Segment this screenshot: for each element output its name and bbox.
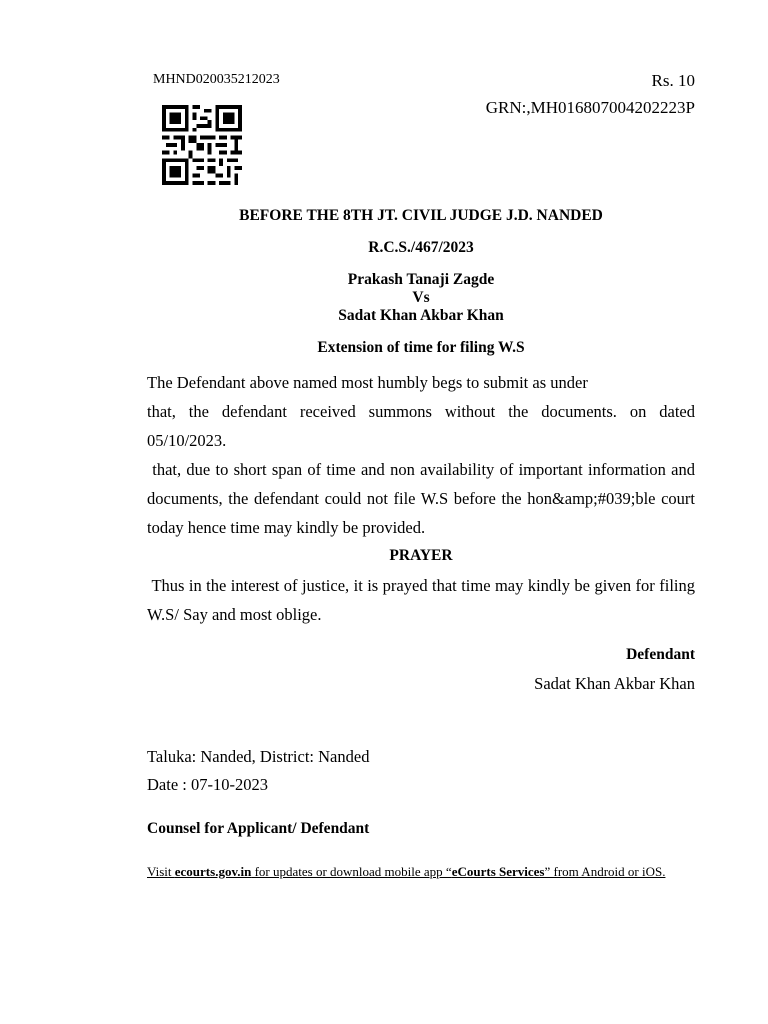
counsel-line: Counsel for Applicant/ Defendant <box>147 820 370 837</box>
body-paragraph: The Defendant above named most humbly begs to submit as under <box>147 373 588 392</box>
qr-code-icon <box>160 105 244 185</box>
footer-text-pre: Visit <box>147 864 175 879</box>
app-name: eCourts Services <box>451 864 545 879</box>
prayer-heading: PRAYER <box>389 547 453 564</box>
signatory-name: Sadat Khan Akbar Khan <box>534 674 695 693</box>
ecourts-link[interactable]: ecourts.gov.in <box>174 864 252 879</box>
court-name: BEFORE THE 8TH JT. CIVIL JUDGE J.D. NANDED <box>239 207 603 224</box>
application-subject: Extension of time for filing W.S <box>317 339 525 356</box>
body-paragraph: that, the defendant received summons without the documents. on dated 05/10/2023. <box>147 402 695 450</box>
cnr-number: MHND020035212023 <box>153 72 280 87</box>
footer-text-mid: for updates or download mobile app “ <box>251 864 452 879</box>
stamp-value: Rs. 10 <box>651 71 695 90</box>
grn-number: GRN:,MH016807004202223P <box>485 98 695 117</box>
plaintiff-name: Prakash Tanaji Zagde <box>347 271 495 288</box>
prayer-paragraph: Thus in the interest of justice, it is prayed that time may kindly be given for filing W.S/ Say and most oblige. <box>147 576 695 624</box>
signatory-role: Defendant <box>626 646 695 663</box>
defendant-name: Sadat Khan Akbar Khan <box>338 307 504 324</box>
case-number: R.C.S./467/2023 <box>368 239 474 256</box>
body-paragraph: that, due to short span of time and non availability of important information and documents, the defendant could not file W.S before the hon&amp;#039;ble court today hence time may kindly be provided. <box>147 460 695 537</box>
versus-label: Vs <box>412 289 430 306</box>
place-line: Taluka: Nanded, District: Nanded <box>147 747 370 766</box>
date-line: Date : 07-10-2023 <box>147 775 268 794</box>
footer-note <box>147 864 665 880</box>
footer-text-post: ” from Android or iOS. <box>544 864 666 879</box>
